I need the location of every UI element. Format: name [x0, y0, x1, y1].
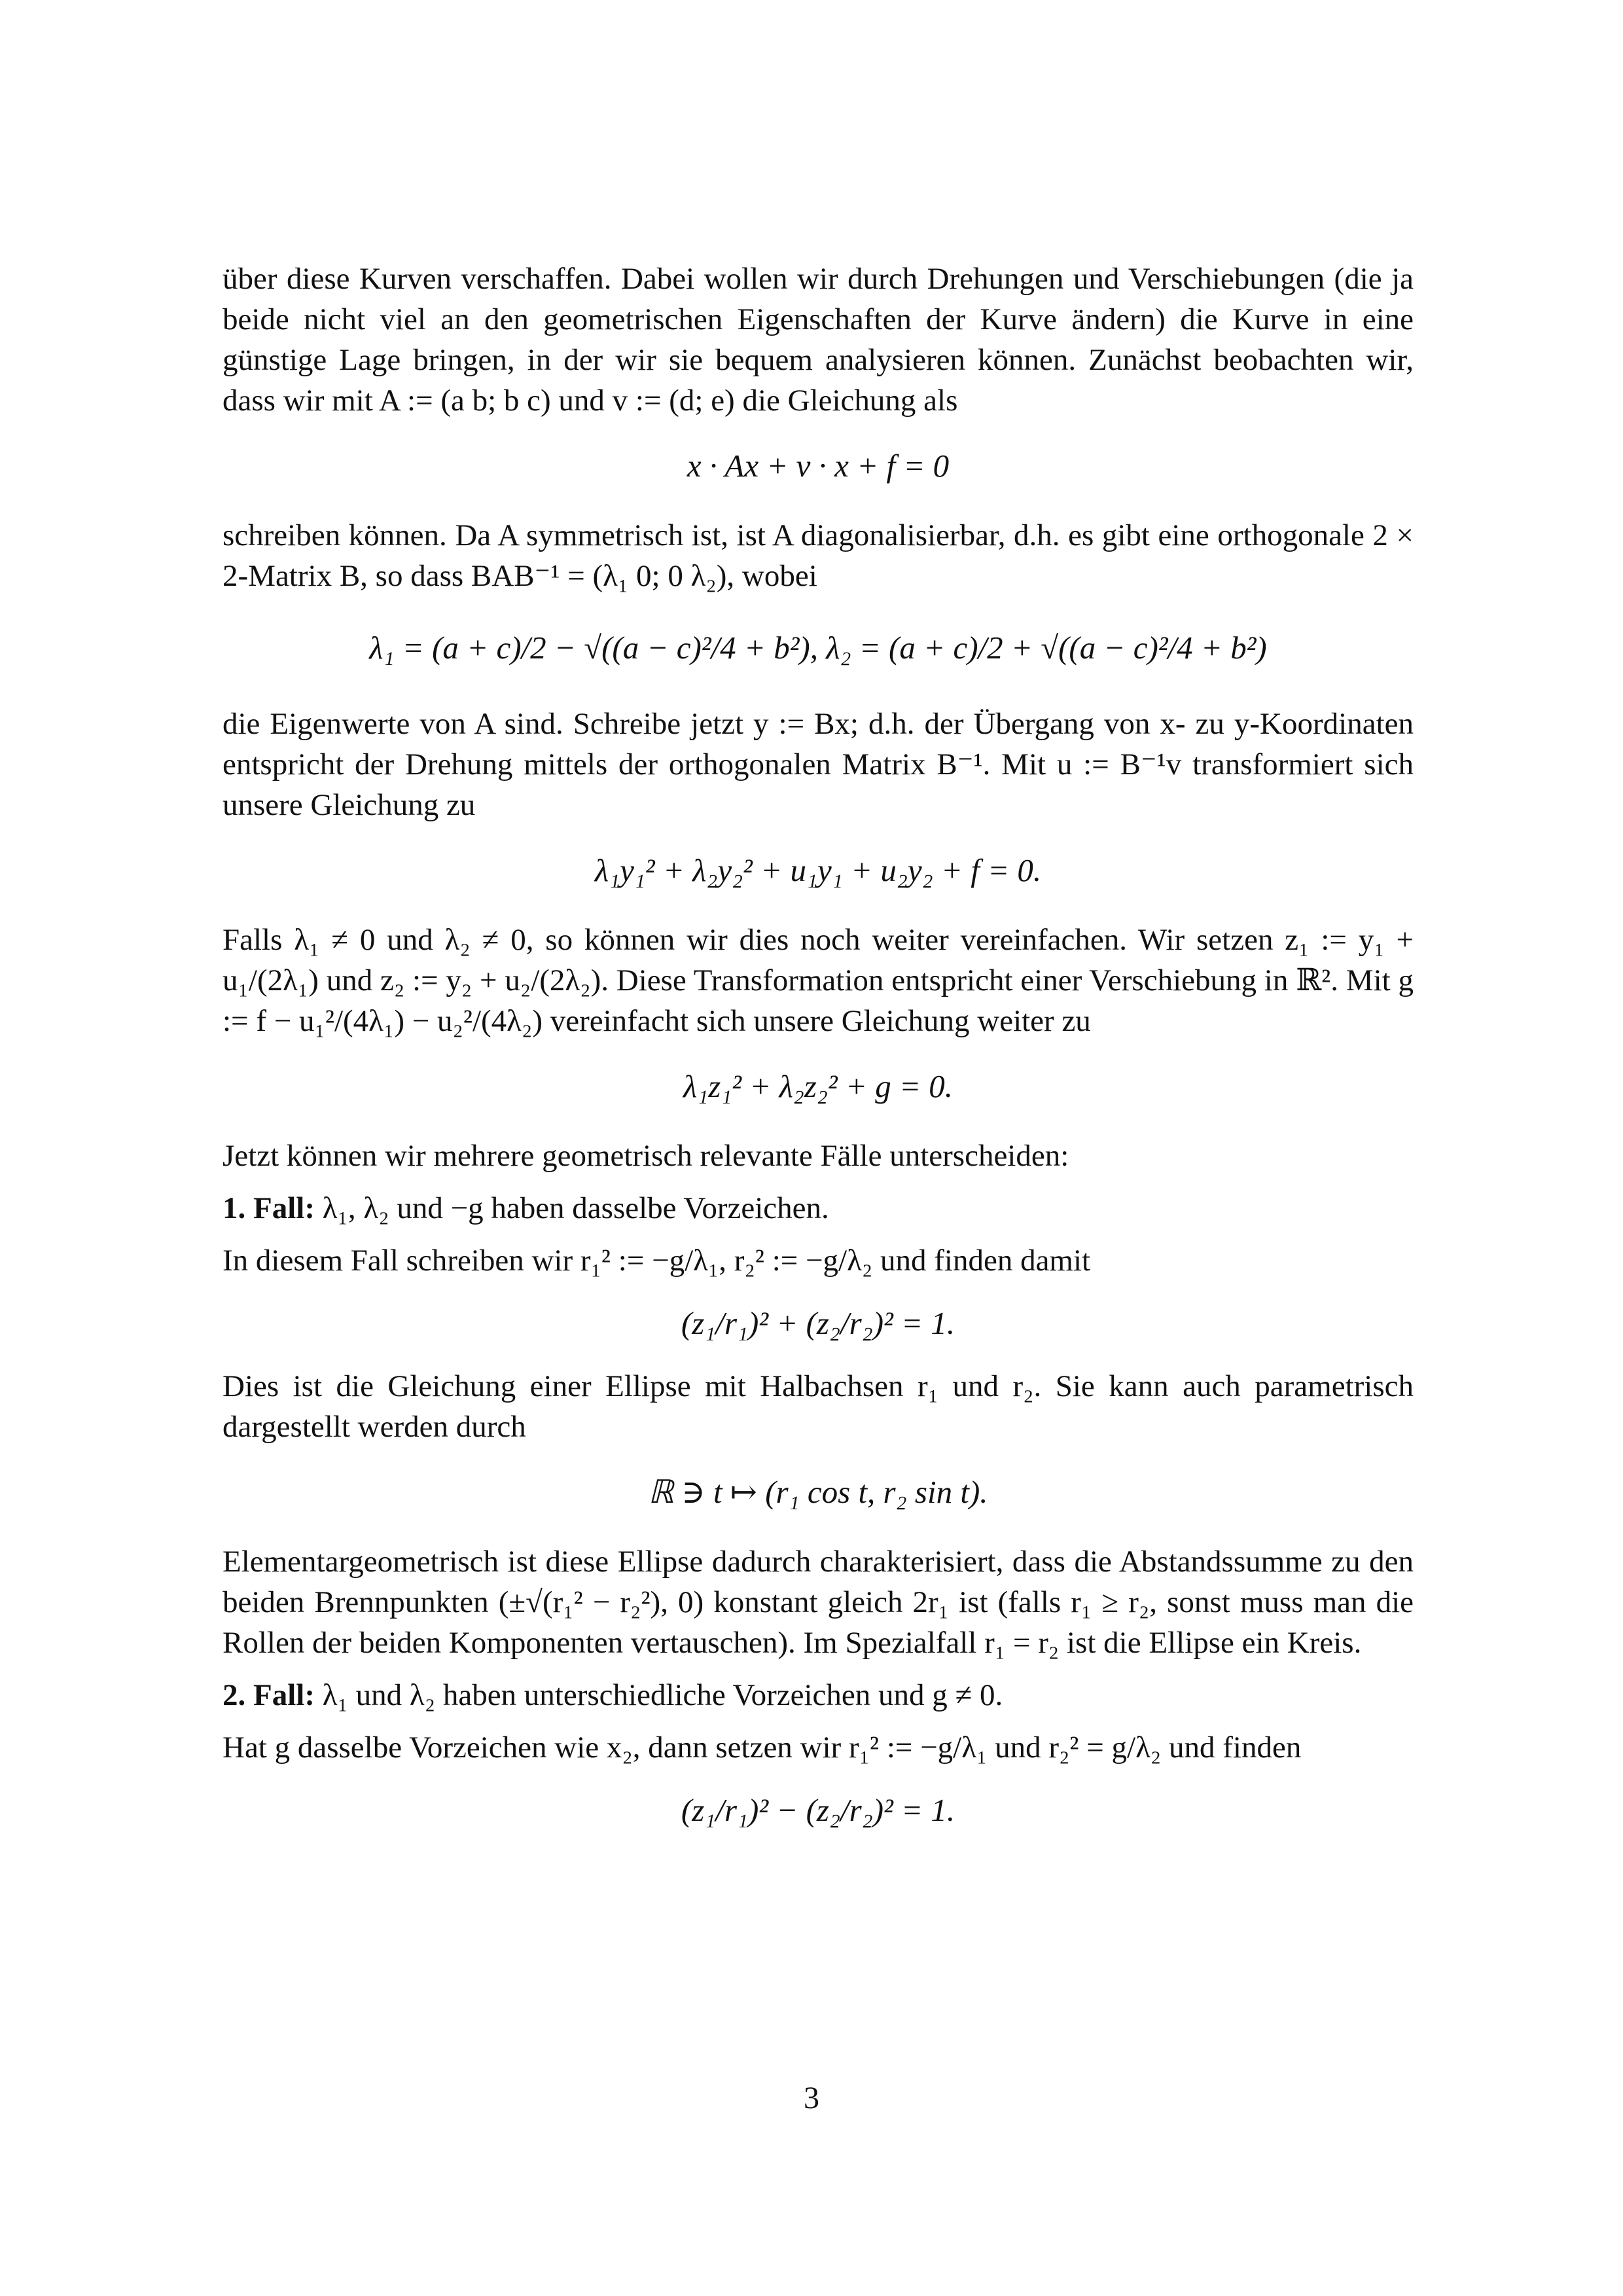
- page-number: 3: [804, 2081, 819, 2115]
- paragraph-ellipse-geometry: Elementargeometrisch ist diese Ellipse dadurch charakterisiert, dass die Abstandssumme zu den beiden Brennpunkten (±√(r₁² − r₂²), 0) konstant gleich 2r₁ ist (falls r₁ ≥ r₂, sonst muss man die Rollen der beiden Komponenten vertauschen). Im Spezialfall r₁ = r₂ ist die Ellipse ein Kreis.: [223, 1545, 1414, 1660]
- equation-eigenvalues: λ₁ = (a + c)/2 − √((a − c)²/4 + b²), λ₂ = (a + c)/2 + √((a − c)²/4 + b²): [369, 630, 1267, 666]
- equation-ellipse: (z₁/r₁)² + (z₂/r₂)² = 1.: [681, 1305, 955, 1341]
- paragraph-case-1: In diesem Fall schreiben wir r₁² := −g/λ₁, r₂² := −g/λ₂ und finden damit: [223, 1244, 1091, 1278]
- case-2-label: 2. Fall:: [223, 1678, 315, 1712]
- paragraph-ellipse: Dies ist die Gleichung einer Ellipse mit Halbachsen r₁ und r₂. Sie kann auch parametrisch dargestellt werden durch: [223, 1369, 1414, 1444]
- paragraph-cases-intro: Jetzt können wir mehrere geometrisch relevante Fälle unterscheiden:: [223, 1139, 1069, 1173]
- paragraph-diagonalization: schreiben können. Da A symmetrisch ist, ist A diagonalisierbar, d.h. es gibt eine orthogonale 2 × 2-Matrix B, so dass BAB⁻¹ = (λ₁ 0; 0 λ₂), wobei: [223, 518, 1414, 593]
- case-1-heading: [223, 1188, 1414, 1229]
- equation-ellipse-parametric: ℝ ∋ t ↦ (r₁ cos t, r₂ sin t).: [648, 1474, 988, 1510]
- case-2-text: λ₁ und λ₂ haben unterschiedliche Vorzeichen und g ≠ 0.: [314, 1678, 1003, 1712]
- paragraph-intro: über diese Kurven verschaffen. Dabei wollen wir durch Drehungen und Verschiebungen (die ja beide nicht viel an den geometrischen Eigenschaften der Kurve ändern) die Kurve in eine günstige Lage bringen, in der wir sie bequem analysieren können. Zunächst beobachten wir, dass wir mit A := (a b; b c) und v := (d; e) die Gleichung als: [223, 262, 1414, 418]
- case-1-label: 1. Fall:: [223, 1191, 315, 1225]
- equation-quadratic-form: x · Ax + v · x + f = 0: [687, 448, 950, 484]
- equation-rotated: λ₁y₁² + λ₂y₂² + u₁y₁ + u₂y₂ + f = 0.: [594, 852, 1042, 888]
- case-1-text: λ₁, λ₂ und −g haben dasselbe Vorzeichen.: [314, 1191, 829, 1225]
- paragraph-rotation: die Eigenwerte von A sind. Schreibe jetzt y := Bx; d.h. der Übergang von x- zu y-Koordinaten entspricht der Drehung mittels der orthogonalen Matrix B⁻¹. Mit u := B⁻¹v transformiert sich unsere Gleichung zu: [223, 707, 1414, 822]
- page-body: [223, 259, 1414, 1853]
- case-2-heading: [223, 1675, 1414, 1715]
- equation-hyperbola: (z₁/r₁)² − (z₂/r₂)² = 1.: [681, 1792, 955, 1828]
- equation-normal-form: λ₁z₁² + λ₂z₂² + g = 0.: [683, 1068, 954, 1104]
- paragraph-translation: Falls λ₁ ≠ 0 und λ₂ ≠ 0, so können wir dies noch weiter vereinfachen. Wir setzen z₁ := y₁ + u₁/(2λ₁) und z₂ := y₂ + u₂/(2λ₂). Diese Transformation entspricht einer Verschiebung in ℝ². Mit g := f − u₁²/(4λ₁) − u₂²/(4λ₂) vereinfacht sich unsere Gleichung weiter zu: [223, 923, 1414, 1038]
- paragraph-case-2: Hat g dasselbe Vorzeichen wie x₂, dann setzen wir r₁² := −g/λ₁ und r₂² = g/λ₂ und finden: [223, 1731, 1302, 1765]
